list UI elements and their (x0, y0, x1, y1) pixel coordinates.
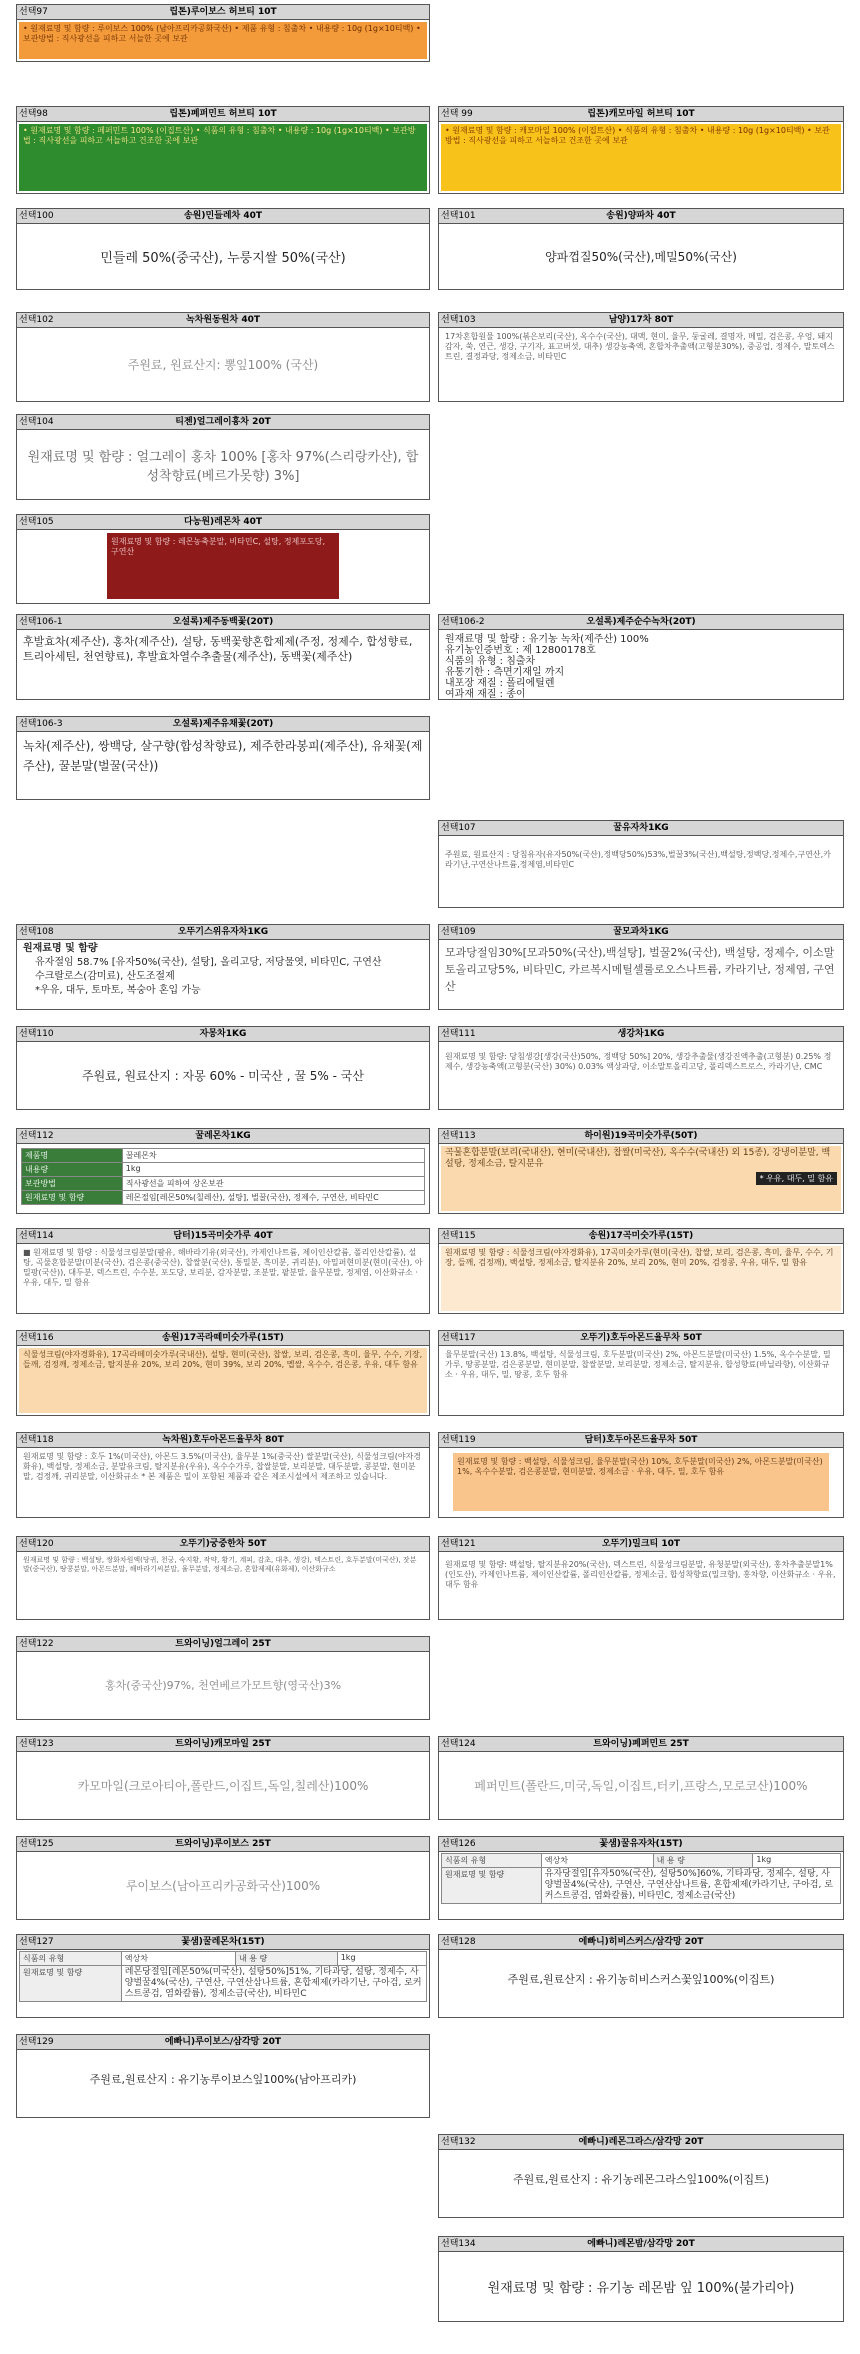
ingredients-text: 양파껍질50%(국산),메밀50%(국산) (545, 250, 737, 264)
ingredients-text: 원재료명 및 함량 : 호두 1%(미국산), 아몬드 3.5%(미국산), 율무분 1%(중국산) 쌀분말(국산), 식물성크림(야자경화유), 백설탕, 정제소금, 분말유크림, 탈지분유(우유), 옥수수가루, 찹쌀분말, 보리분말, 대두분말, 콩분말, 현미분말, 검정깨, 귀리분말, 이산화규소 * 본 제품은 밀이 포함된 제품과 같은 제조시설에서 제조하고 있습니다. (23, 1452, 422, 1481)
product-info-table (441, 1853, 841, 1904)
product-title: 트와이닝)루이보스 25T (175, 1839, 271, 1849)
ingredients-text: 17차혼합원물 100%(볶은보리(국산), 옥수수(국산), 대맥, 현미, 율무, 둥굴레, 결명자, 메밀, 검은콩, 우엉, 돼지감자, 쑥, 연근, 생강, 구기자, 표고버섯, 대추) 생강농축액, 혼합차추출액(고형분30%), 중공업, 정제수, 말토덱스트린, 결정과당, 정제소금, 비타민C (445, 332, 835, 361)
option-label: 선택124 (441, 1739, 476, 1749)
option-label: 선택106-2 (441, 617, 485, 627)
option-label: 선택118 (19, 1435, 54, 1445)
product-card-126 (438, 1836, 844, 1920)
table-value: 레몬당절임[레몬50%(미국산), 설탕50%]51%, 기타과당, 설탕, 정제수, 사양벌꿀4%(국산), 구연산, 구연산삼나트륨, 혼합제제(카라기난, 구아검, 로커스트콩검, 염화칼륨), 정제소금(국산), 비타민C (121, 1966, 426, 2002)
product-card-98 (16, 106, 430, 194)
table-row (20, 1952, 427, 1966)
option-label: 선택98 (19, 109, 48, 119)
option-label: 선택127 (19, 1937, 54, 1947)
label-image-text: • 원재료명 및 함량 : 루이보스 100% (남아프리카공화국산) • 제품 유형 : 침출차 • 내용량 : 10g (1g×10티백) • 보관방법 : 직사광선을 피하고 서늘한 곳에 보관 (19, 22, 427, 59)
option-label: 선택102 (19, 315, 54, 325)
product-title: 에빠니)레몬밤/삼각망 20T (587, 2239, 695, 2249)
option-label: 선택115 (441, 1231, 476, 1241)
product-title: 오설록)제주동백꽃(20T) (172, 617, 274, 627)
table-value: 1kg (122, 1163, 424, 1177)
product-title: 녹차원동원차 40T (186, 315, 260, 325)
option-label: 선택106-1 (19, 617, 63, 627)
product-title: 남양)17차 80T (608, 315, 674, 325)
table-key: 원재료명 및 함량 (442, 1868, 542, 1904)
ingredients-text: 주원료, 원료산지: 뽕잎100% (국산) (127, 358, 319, 372)
table-value: 액상차 (121, 1952, 235, 1966)
ingredients-line: 유자절임 58.7% [유자50%(국산), 설탕], 올리고당, 저당물엿, 비타민C, 구연산 (35, 957, 382, 968)
ingredients-text: 민들레 50%(중국산), 누룽지쌀 50%(국산) (100, 251, 346, 266)
additives-line: 수크랄로스(감미료), 산도조절제 (35, 971, 175, 982)
product-card-118 (16, 1432, 430, 1518)
table-key: 내 용 량 (653, 1854, 753, 1868)
option-label: 선택134 (441, 2239, 476, 2249)
product-title: 티젠)얼그레이홍차 20T (175, 417, 271, 427)
option-label: 선택107 (441, 823, 476, 833)
option-label: 선택101 (441, 211, 476, 221)
product-card-125 (16, 1836, 430, 1920)
ingredients-text: 녹차(제주산), 쌍백당, 살구향(합성착향료), 제주한라봉피(제주산), 유채꽃(제주산), 꿀분말(벌꿀(국산)) (23, 739, 423, 773)
product-title: 립톤)페퍼민트 허브티 10T (169, 109, 277, 119)
option-label: 선택123 (19, 1739, 54, 1749)
product-card-115 (438, 1228, 844, 1314)
ingredients-line: 원재료명 및 함량 : 유기농 녹차(제주산) 100% (445, 634, 649, 645)
product-card-116 (16, 1330, 430, 1416)
product-title: 오설록)제주유채꽃(20T) (172, 719, 274, 729)
filter-material-line: 여과재 재질 : 종이 (445, 689, 526, 699)
product-card-111 (438, 1026, 844, 1110)
table-key: 내용량 (22, 1163, 123, 1177)
product-card-97 (16, 4, 430, 62)
product-card-106-3 (16, 716, 430, 800)
product-title: 립톤)루이보스 허브티 10T (169, 7, 277, 17)
nutrition-info-table (21, 1148, 425, 1205)
ingredients-text: 주원료, 원료산지 : 자몽 60% - 미국산 , 꿀 5% - 국산 (82, 1069, 364, 1083)
product-card-117 (438, 1330, 844, 1416)
product-title: 녹차원)호두아몬드율무차 80T (162, 1435, 284, 1445)
option-label: 선택132 (441, 2137, 476, 2147)
ingredients-text: 페퍼민트(폴란드,미국,독일,이집트,터키,프랑스,모로코산)100% (474, 1779, 808, 1793)
product-title: 에빠니)히비스커스/삼각망 20T (578, 1937, 704, 1947)
option-label: 선택120 (19, 1539, 54, 1549)
product-title: 꽃샘)꿀유자차(15T) (599, 1839, 683, 1849)
ingredients-text: 원재료명 및 함량: 백설탕, 탈지분유20%(국산), 덱스트린, 식물성크림분말, 유청분말(외국산), 홍차추출분말1%(인도산), 카제인나트륨, 제이인산칼륨, 폴리인산칼륨, 정제소금, 합성착향료(밀크향), 홍차향, 이산화규소 · 우유, 대두 함유 (445, 1560, 836, 1589)
product-title: 담터)15곡미숫가루 40T (173, 1231, 273, 1241)
option-label: 선택116 (19, 1333, 54, 1343)
label-image-text: 원재료명 및 함량 : 식물성크림(야자경화유), 17곡미숫가루(현미(국산), 찹쌀, 보리, 검은콩, 흑미, 율무, 수수, 기장, 들깨, 검정깨), 백설탕, 정제소금, 탈지분유 20%, 보리 20%, 현미 20%, 검정콩, 우유, 대두, 밀 함유 (441, 1246, 841, 1311)
inner-pack-line: 내포장 재질 : 폴리에틸렌 (445, 678, 555, 689)
ingredients-list (439, 630, 843, 699)
product-title: 송원)양파차 40T (606, 211, 676, 221)
product-card-106-1 (16, 614, 430, 700)
option-label: 선택100 (19, 211, 54, 221)
option-label: 선택106-3 (19, 719, 63, 729)
product-card-128 (438, 1934, 844, 2018)
product-card-99 (438, 106, 844, 194)
table-value: 직사광선을 피하여 상온보관 (122, 1177, 424, 1191)
option-label: 선택108 (19, 927, 54, 937)
option-label: 선택 99 (441, 109, 473, 119)
product-title: 자몽차1KG (199, 1029, 247, 1039)
option-label: 선택104 (19, 417, 54, 427)
option-label: 선택97 (19, 7, 48, 17)
ingredients-text: 주원료, 원료산지 : 당침유자(유자50%(국산),정백당50%)53%,벌꿀3%(국산),백설탕,정백당,정제수,구연산,카라기난,구연산나트륨,정제염,비타민C (445, 850, 831, 869)
table-value: 1kg (337, 1952, 426, 1966)
ingredients-heading: 원재료명 및 함량 (23, 943, 98, 954)
table-row (22, 1177, 425, 1191)
table-value: 1kg (753, 1854, 841, 1868)
product-title: 오뚜기)호두아몬드율무차 50T (580, 1333, 702, 1343)
product-title: 꿀모과차1KG (613, 927, 669, 937)
product-card-132 (438, 2134, 844, 2218)
product-card-114 (16, 1228, 430, 1314)
product-title: 송원)17곡미숫가루(15T) (588, 1231, 694, 1241)
ingredients-text: 주원료,원료산지 : 유기농레몬그라스잎100%(이집트) (512, 2173, 770, 2186)
label-image-text: 곡물혼합분말(보리(국내산), 현미(국내산), 찹쌀(미국산), 옥수수(국내산) 외 15종), 강냉이분말, 백설탕, 정제소금, 탈지분유 (445, 1148, 831, 1169)
product-title: 다농원)레몬차 40T (183, 517, 263, 527)
product-title: 오뚜기스위유자차1KG (177, 927, 269, 937)
option-label: 선택112 (19, 1131, 54, 1141)
product-card-107 (438, 820, 844, 908)
product-card-105 (16, 514, 430, 604)
label-image-text: • 원재료명 및 함량 : 페퍼민트 100% (이집트산) • 식품의 유형 : 침출차 • 내용량 : 10g (1g×10티백) • 보관방법 : 직사광선을 피하고 서늘하고 건조한 곳에 보관 (19, 124, 427, 191)
option-label: 선택110 (19, 1029, 54, 1039)
product-card-102 (16, 312, 430, 402)
table-value: 액상차 (541, 1854, 653, 1868)
option-label: 선택109 (441, 927, 476, 937)
option-label: 선택111 (441, 1029, 476, 1039)
product-title: 송원)17곡라떼미숫가루(15T) (162, 1333, 284, 1343)
ingredients-text: 주원료,원료산지 : 유기농히비스커스꽃잎100%(이집트) (507, 1973, 775, 1986)
product-card-101 (438, 208, 844, 290)
product-title: 꿀레몬차1KG (195, 1131, 251, 1141)
ingredients-text: 후발효차(제주산), 홍차(제주산), 설탕, 동백꽃향혼합제제(주정, 정제수, 합성향료, 트리아세틴, 천연향료), 후발효차열수추출물(제주산), 동백꽃(제주산) (23, 635, 413, 663)
ingredients-text: 율무분말(국산) 13.8%, 백설탕, 식물성크림, 호두분말(미국산) 2%, 아몬드분말(미국산) 1.5%, 옥수수분말, 밀가루, 땅콩분말, 검은콩분말, 현미분말, 찹쌀분말, 보리분말, 정제소금, 탈지분유, 합성향료(바닐라향), 이산화규소 · 우유, 대두, 밀, 땅콩, 호두 함유 (445, 1350, 831, 1379)
label-image-text: 식물성크림(야자경화유), 17곡라떼미숫가루(국내산), 설탕, 현미(국산), 찹쌀, 보리, 검은콩, 흑미, 율무, 수수, 기장, 들깨, 검정깨, 정제소금, 탈지분유 20%, 보리 20%, 현미 39%, 보리 20%, 멥쌀, 옥수수, 검은콩, 우유, 대두 함유 (19, 1348, 427, 1413)
ingredients-text: 주원료,원료산지 : 유기농루이보스잎100%(남아프리카) (89, 2073, 357, 2086)
product-card-110 (16, 1026, 430, 1110)
product-title: 오뚜기)궁중한차 50T (179, 1539, 267, 1549)
expiry-line: 유통기한 : 측면기재일 까지 (445, 667, 565, 678)
product-title: 담터)호두아몬드율무차 50T (584, 1435, 698, 1445)
product-title: 트와이닝)얼그레이 25T (175, 1639, 271, 1649)
table-key: 제품명 (22, 1149, 123, 1163)
ingredients-text: 홍차(중국산)97%, 천연베르가모트향(영국산)3% (104, 1679, 342, 1692)
product-title: 꽃샘)꿀레몬차(15T) (181, 1937, 265, 1947)
table-row (22, 1149, 425, 1163)
table-value: 유자당절임[유자50%(국산), 설탕50%]60%, 기타과당, 정제수, 설탕, 사양벌꿀4%(국산), 구연산, 구연산삼나트륨, 혼합제제(카라기난, 구아검, 로커스트콩검, 염화칼륨), 비타민C, 정제소금(국산) (541, 1868, 840, 1904)
product-card-123 (16, 1736, 430, 1820)
product-title: 에빠니)레몬그라스/삼각망 20T (578, 2137, 704, 2147)
ingredients-text: ■ 원재료명 및 함량 : 식물성크림분말(팜유, 해바라기유(외국산), 카제인나트륨, 제이인산칼륨, 폴리인산칼륨), 설탕, 곡물혼합분말(미분(국산), 검은콩(중국산), 찹쌀분(국산), 통밀분, 흑미분, 귀리분), 아밀퍼현미분(현미(국산), 아밀팡(국산)), 대두분, 덱스트린, 수수분, 포도당, 보리분, 감자분말, 조분말, 팥분말, 율무분말, 정제염, 이산화규소 · 우유, 대두, 밀 함유 (23, 1248, 423, 1287)
option-label: 선택122 (19, 1639, 54, 1649)
ingredients-text: 모과당절임30%[모과50%(국산),백설탕], 벌꿀2%(국산), 백설탕, 정제수, 이소말토올리고당5%, 비타민C, 카르복시메틸셀룰로오스나트륨, 카라기난, 정제염, 구연산 (445, 946, 835, 993)
label-image-text: • 원재료명 및 함량 : 캐모마일 100% (이집트산) • 식품의 유형 : 침출차 • 내용량 : 10g (1g×10티백) • 보관방법 : 직사광선을 피하고 서늘하고 건조한 곳에 보관 (441, 124, 841, 191)
ingredients-text: 원재료명 및 함량 : 유기농 레몬밤 잎 100%(불가리아) (487, 2281, 795, 2296)
product-card-113 (438, 1128, 844, 1214)
label-image-text: 원재료명 및 함량 : 레몬농축분말, 비타민C, 설탕, 정제포도당, 구연산 (111, 537, 325, 556)
table-row (22, 1191, 425, 1205)
product-title: 에빠니)루이보스/삼각망 20T (164, 2037, 282, 2047)
option-label: 선택129 (19, 2037, 54, 2047)
food-type-line: 식품의 유형 : 침출차 (445, 656, 536, 667)
product-title: 트와이닝)페퍼민트 25T (593, 1739, 689, 1749)
product-card-100 (16, 208, 430, 290)
label-image-text: 원재료명 및 함량 : 백설탕, 식물성크림, 율무분말(국산) 10%, 호두분말(미국산) 2%, 아몬드분말(미국산) 1%, 옥수수분말, 검은콩분말, 현미분말, 정제소금 · 우유, 대두, 밀, 호두 함유 (457, 1457, 823, 1476)
table-key: 내 용 량 (235, 1952, 337, 1966)
product-title: 오설록)제주순수녹차(20T) (586, 617, 696, 627)
ingredients-text: 카모마일(크로아티아,폴란드,이집트,독일,칠레산)100% (77, 1779, 369, 1793)
option-label: 선택125 (19, 1839, 54, 1849)
product-card-119 (438, 1432, 844, 1518)
table-key: 식품의 유형 (20, 1952, 122, 1966)
product-card-124 (438, 1736, 844, 1820)
ingredients-text: 루이보스(남아프리카공화국산)100% (125, 1879, 321, 1893)
ingredients-text: 원재료명 및 함량 : 백설탕, 쌍화차원액(당귀, 천궁, 숙지황, 작약, 황기, 계피, 감초, 대추, 생강), 덱스트린, 호두분말(미국산), 잣분말(중국산), 땅콩분말, 아몬드분말, 해바라기씨분말, 율무분말, 정제소금, 혼합제제(유화제), 이산화규소 (23, 1556, 417, 1573)
table-row (442, 1854, 841, 1868)
table-row (22, 1163, 425, 1177)
ingredients-text: 원재료명 및 함량: 당침생강[생강(국산)50%, 정백당 50%] 20%, 생강추출물(생강진액추출(고형분) 0.25% 정제수, 생강농축액(고형분(국산) 30%) 0.03% 액상과당, 이소말토올리고당, 폴리덱스트로스, 카라기난, CMC (445, 1052, 832, 1071)
product-card-121 (438, 1536, 844, 1620)
product-card-108 (16, 924, 430, 1010)
option-label: 선택113 (441, 1131, 476, 1141)
product-card-122 (16, 1636, 430, 1720)
table-key: 식품의 유형 (442, 1854, 542, 1868)
label-image (453, 1453, 829, 1511)
option-label: 선택119 (441, 1435, 476, 1445)
product-card-109 (438, 924, 844, 1010)
option-label: 선택105 (19, 517, 54, 527)
table-row (442, 1868, 841, 1904)
product-card-134 (438, 2236, 844, 2322)
product-card-104 (16, 414, 430, 500)
product-title: 생강차1KG (617, 1029, 665, 1039)
product-title: 립톤)캐모마일 허브티 10T (587, 109, 695, 119)
allergen-badge: * 우유, 대두, 밀 함유 (756, 1172, 837, 1185)
option-label: 선택121 (441, 1539, 476, 1549)
option-label: 선택126 (441, 1839, 476, 1849)
table-row (20, 1966, 427, 2002)
product-card-106-2 (438, 614, 844, 700)
option-label: 선택128 (441, 1937, 476, 1947)
option-label: 선택103 (441, 315, 476, 325)
table-key: 보관방법 (22, 1177, 123, 1191)
option-label: 선택114 (19, 1231, 54, 1241)
product-title: 오뚜기)밀크티 10T (601, 1539, 681, 1549)
label-image (107, 533, 339, 599)
product-card-127 (16, 1934, 430, 2018)
product-card-129 (16, 2034, 430, 2118)
product-title: 송원)민들레차 40T (183, 211, 263, 221)
product-card-103 (438, 312, 844, 402)
product-title: 하이원)19곡미숫가루(50T) (584, 1131, 698, 1141)
product-card-120 (16, 1536, 430, 1620)
product-info-table (19, 1951, 427, 2002)
table-value: 레몬절임[레몬50%(칠레산), 설탕], 벌꿀(국산), 정제수, 구연산, 비타민C (122, 1191, 424, 1205)
certification-line: 유기농인증번호 : 제 12800178호 (445, 645, 596, 656)
product-title: 트와이닝)캐모마일 25T (175, 1739, 271, 1749)
table-value: 꿀레몬차 (122, 1149, 424, 1163)
option-label: 선택117 (441, 1333, 476, 1343)
ingredients-text: 원재료명 및 함량 : 얼그레이 홍차 100% [홍차 97%(스리랑카산), 합성착향료(베르가못향) 3%] (27, 449, 419, 484)
table-key: 원재료명 및 함량 (22, 1191, 123, 1205)
allergen-line: *우유, 대두, 토마토, 복숭아 혼입 가능 (35, 985, 201, 996)
product-card-112 (16, 1128, 430, 1214)
product-title: 꿀유자차1KG (613, 823, 669, 833)
table-key: 원재료명 및 함량 (20, 1966, 122, 2002)
